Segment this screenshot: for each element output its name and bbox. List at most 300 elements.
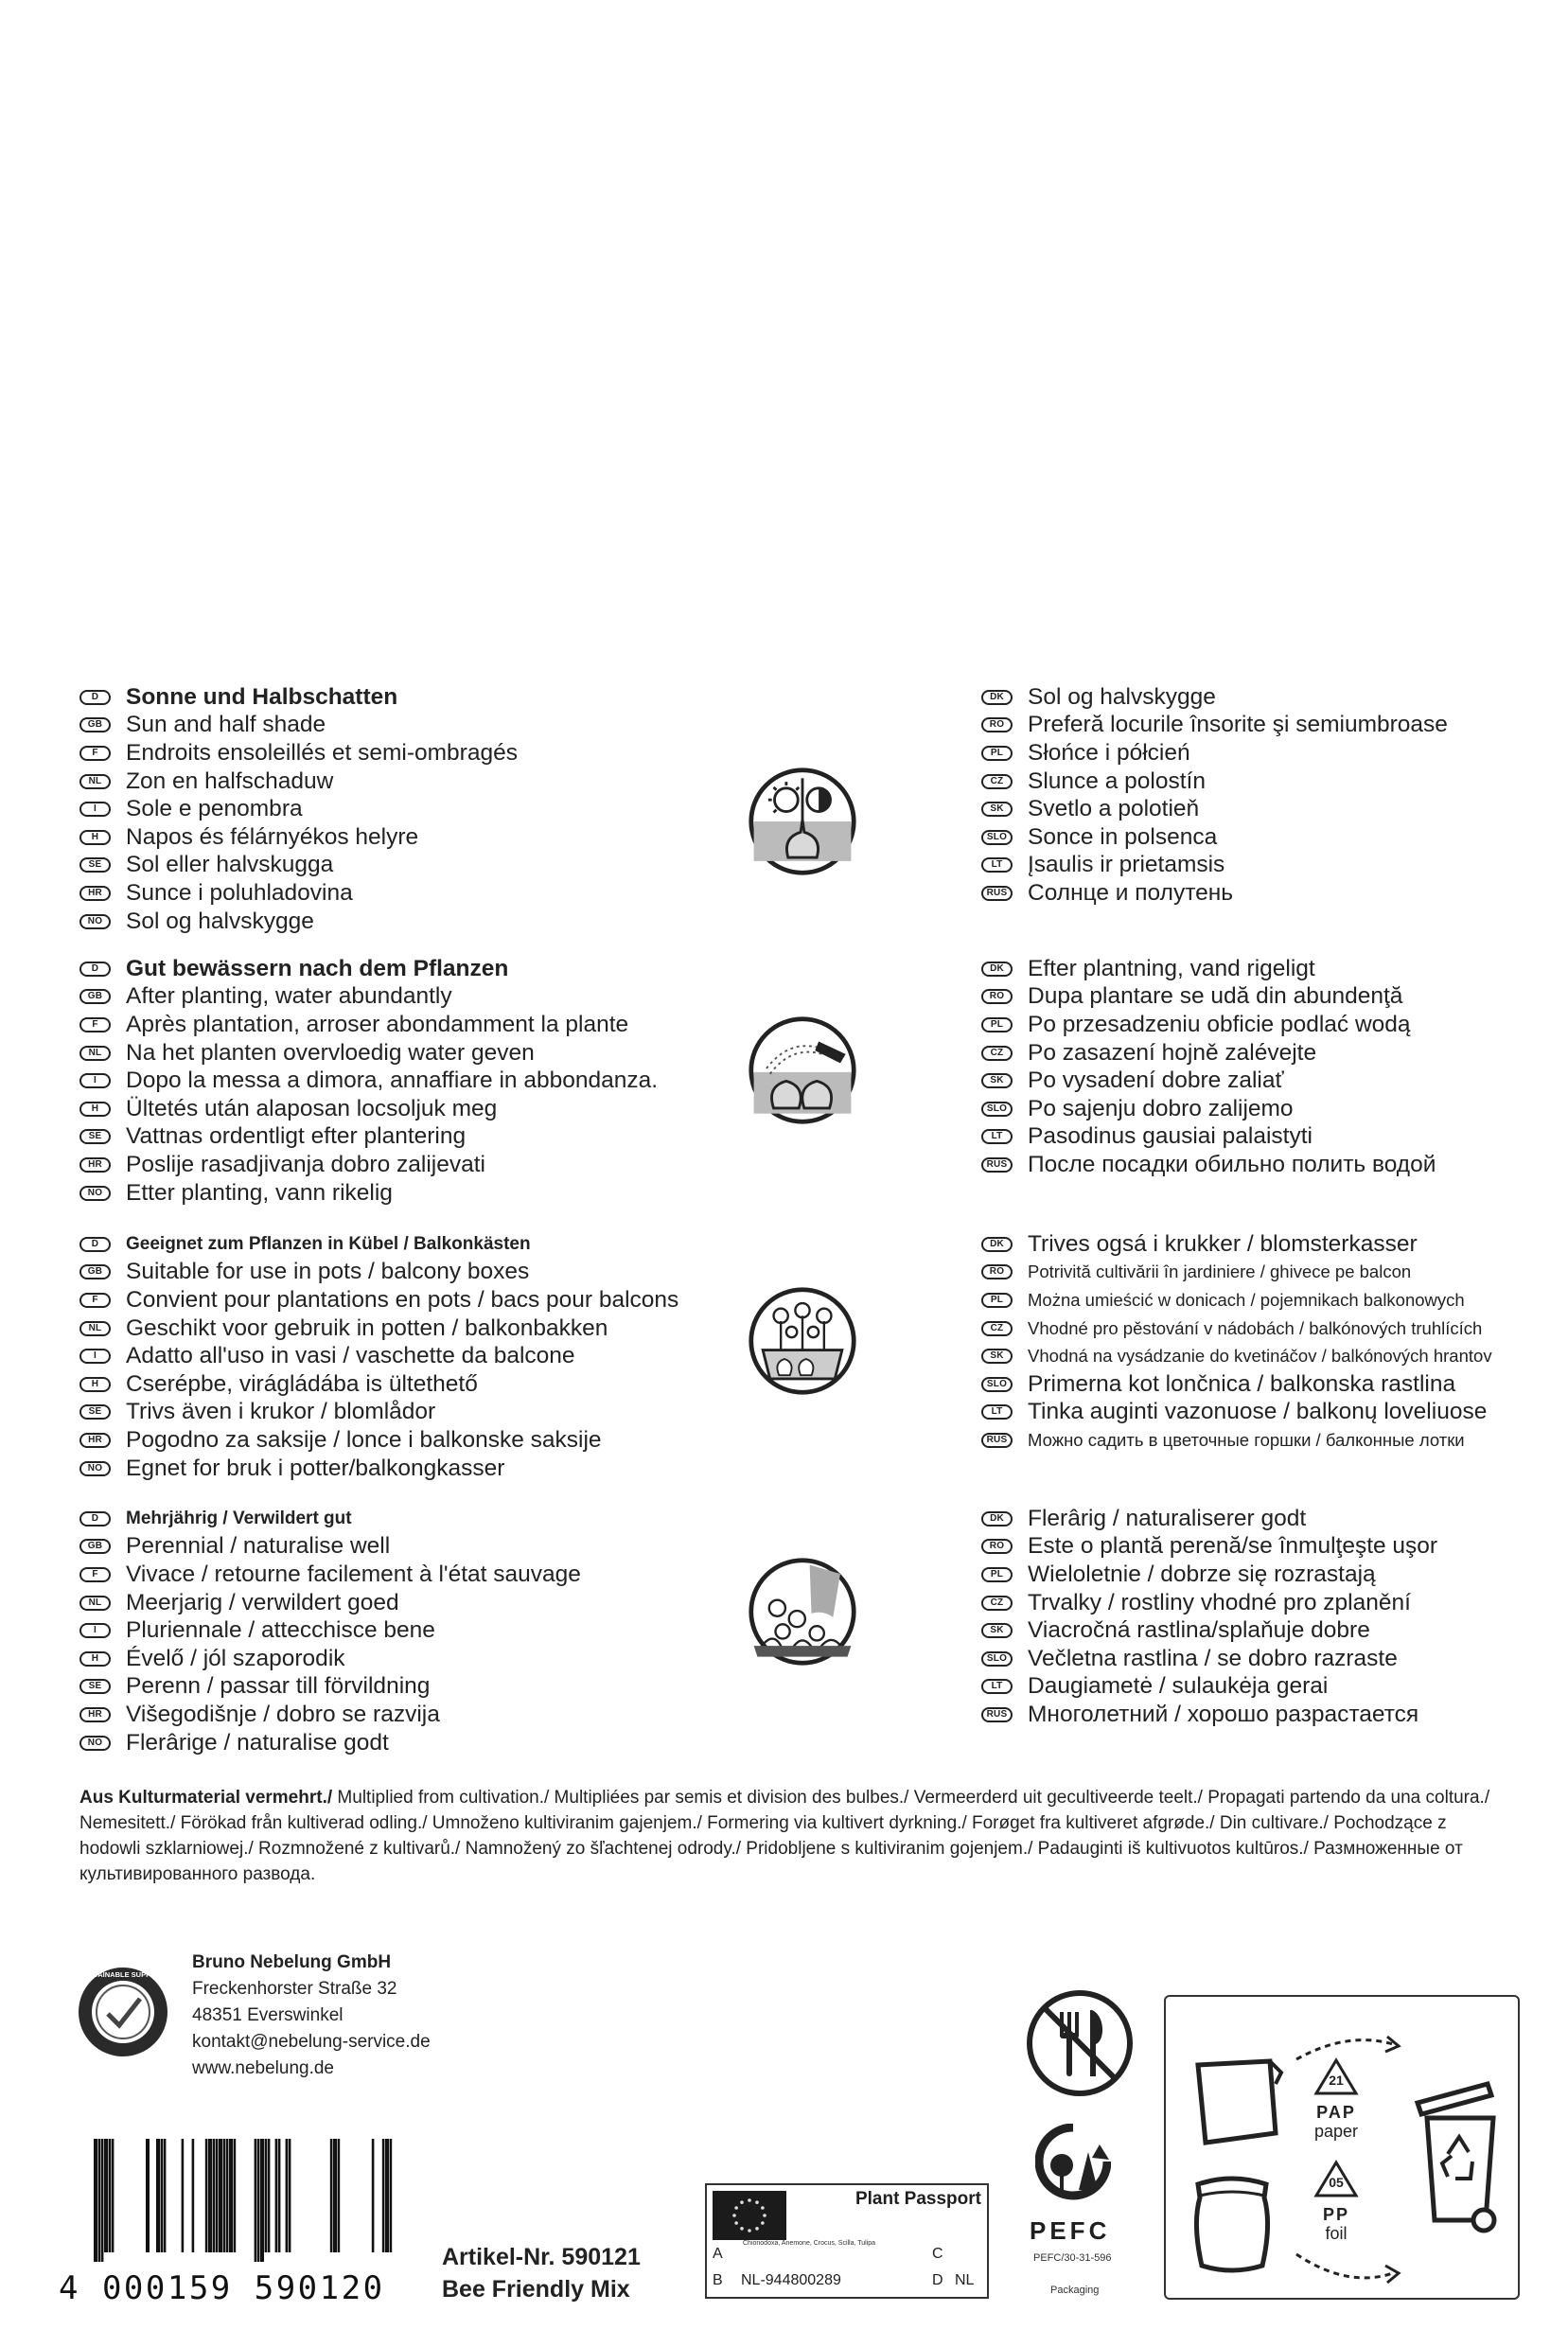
instruction-text: Este o plantă perenă/se înmulţeşte uşor [1028,1533,1438,1560]
barcode-bar [156,2139,160,2252]
country-code-badge: RO [981,717,1013,732]
country-code-badge: PL [981,1293,1013,1308]
instruction-text: Trvalky / rostliny vhodné pro zplanění [1028,1589,1411,1615]
barcode-bar [265,2139,268,2252]
barcode-bar [286,2139,289,2252]
company-name: Bruno Nebelung GmbH [192,1952,392,1972]
instruction-text: Perenn / passar till förvildning [126,1673,431,1700]
eu-star [755,2227,759,2231]
instruction-text: Sunce i poluhladovina [126,879,353,906]
country-code-badge: SK [981,802,1013,817]
instruction-line [79,879,518,908]
instruction-line [981,1701,1437,1729]
barcode-bar [229,2139,233,2252]
instruction-text: Večletna rastlina / se dobro razraste [1028,1645,1398,1671]
instruction-line [79,823,518,852]
country-code-badge: LT [981,1404,1013,1420]
barcode-bar [234,2139,237,2252]
instruction-line [981,983,1436,1012]
instruction-text: Pasodinus gausiai palaistyti [1028,1123,1313,1150]
instruction-text: Daugiametė / sulaukėja gerai [1028,1673,1329,1700]
balcony-box-icon [747,1285,858,1397]
barcode-bar [385,2139,389,2252]
instruction-line [981,1426,1492,1455]
country-code-badge: NO [79,1736,111,1751]
instruction-text: Sun and half shade [126,712,326,738]
barcode-bar [101,2139,104,2262]
instruction-text: Cserépbe, virágládába is ültethető [126,1370,478,1397]
not-for-consumption-icon [1024,1987,1136,2099]
country-code-badge: NO [79,1461,111,1476]
instruction-line [79,1123,658,1152]
perennial-icon [747,1556,858,1668]
country-code-badge: NO [79,914,111,929]
country-code-badge: SE [79,1404,111,1420]
eu-star [734,2221,738,2225]
product-name: Bee Friendly Mix [442,2276,630,2303]
country-code-badge: HR [79,1433,111,1448]
instruction-text: Dopo la messa a dimora, annaffiare in abbondanza. [126,1068,659,1094]
instruction-line [981,1673,1437,1702]
country-code-badge: DK [981,1237,1013,1252]
instruction-text: Trives ogsá i krukker / blomsterkasser [1028,1230,1418,1257]
country-code-badge: SK [981,1073,1013,1088]
instruction-text: Sol eller halvskugga [126,852,334,878]
country-code-badge: SLO [981,1377,1013,1392]
barcode-bar [182,2139,185,2252]
instruction-line [981,1645,1437,1673]
instruction-text: Primerna kot lončnica / balkonska rastlina [1028,1370,1456,1397]
country-code-badge: LT [981,1129,1013,1144]
barcode-bar [330,2139,333,2252]
country-code-badge: LT [981,1679,1013,1694]
country-code-badge: GB [79,717,111,732]
country-code-badge: H [79,1377,111,1392]
instruction-text: Po sajenju dobro zalijemo [1028,1095,1294,1121]
instruction-line [79,955,658,983]
instruction-text: Évelő / jól szaporodik [126,1645,345,1671]
instruction-line [981,823,1448,852]
sun-half-shade-icon [747,766,858,877]
country-code-badge: I [79,802,111,817]
eu-star [740,2227,744,2231]
country-code-badge: SK [981,1349,1013,1364]
instruction-line [981,1259,1492,1287]
seal-text: SUSTAINABLE SUPPLIER [79,1970,167,1979]
instruction-text: Slunce a polostín [1028,768,1206,794]
instruction-line [981,1561,1437,1589]
barcode-bar [255,2139,257,2262]
instruction-line [981,1370,1492,1399]
instruction-line [981,1315,1492,1343]
instruction-text: Sol og halvskygge [126,908,314,934]
instruction-line [981,1151,1436,1179]
propagation-note-lead: Aus Kulturmaterial vermehrt./ [79,1788,333,1808]
instruction-line [981,795,1448,823]
barcode-bar [338,2139,341,2252]
country-code-badge: H [79,1102,111,1117]
country-code-badge: CZ [981,774,1013,789]
barcode-bar [216,2139,219,2252]
instruction-text: Многолетний / хорошо разрастается [1028,1701,1419,1727]
country-code-badge: RUS [981,1707,1013,1722]
eu-star [740,2200,744,2204]
eu-star [761,2221,765,2225]
barcode-bar [275,2139,278,2252]
plant-passport-c: C [932,2246,943,2262]
instruction-text: Gut bewässern nach dem Pflanzen [126,955,509,981]
section-4-left-column [79,1505,581,1756]
plant-passport-species: Chionodoxa, Anemone, Crocus, Scilla, Tulipa [743,2240,876,2247]
instruction-line [981,1123,1436,1152]
barcode-bar [289,2139,291,2252]
instruction-line [79,983,658,1012]
instruction-line [79,1589,581,1617]
country-code-badge: H [79,1651,111,1667]
instruction-text: After planting, water abundantly [126,983,452,1010]
foil-word: foil [1325,2224,1348,2243]
barcode-digits: 4 000159 590120 [59,2269,385,2307]
instruction-text: Sol og halvskygge [1028,683,1216,710]
instruction-line [981,1505,1437,1533]
barcode-bar [208,2139,212,2252]
instruction-line [981,739,1448,768]
instruction-line [981,879,1448,908]
instruction-text: Vhodná na vysádzanie do kvetináčov / balkónových hrantov [1028,1346,1492,1367]
country-code-badge: NL [79,1321,111,1336]
instruction-line [79,1342,678,1370]
propagation-note-body: Multiplied from cultivation./ Multipliées par semis et division des bulbes./ Vermeerderd uit gecultiveerde teelt./ Propagati partendo da una coltura./ Nemesitett./ Förökad från kultiverad odling./ Umnoženo kultiviranim gajenjem./ Formering via kultivert dyrkning./ Forøget fra kultiveret afgrøde./ Din cultivare./ Pochodzące z hodowli szklarniowej./ Rozmnožené z kultivarů./ Namnožený zo šľachtenej odrody./ Pridobljene s kultiviranim gojenjem./ Padauginti iš kultivuotos kultūros./ Размноженные от культивированного развода. [79,1788,1490,1884]
instruction-text: Słońce i półcień [1028,739,1190,766]
country-code-badge: SE [79,857,111,873]
barcode-bar [390,2139,393,2252]
instruction-line [79,1259,678,1287]
country-code-badge: RO [981,989,1013,1004]
pefc-label: PEFC [1030,2216,1111,2245]
instruction-text: Pogodno za saksije / lonce i balkonske saksije [126,1426,602,1453]
instruction-text: Suitable for use in pots / balcony boxes [126,1259,530,1285]
country-code-badge: I [79,1073,111,1088]
plant-passport-b: B [713,2272,723,2288]
barcode-bar [223,2139,226,2252]
barcode-bar [382,2139,385,2252]
barcode-bar [94,2139,97,2262]
pefc-code: PEFC/30-31-596 [1033,2252,1112,2264]
instruction-line [981,768,1448,796]
instruction-text: Na het planten overvloedig water geven [126,1039,535,1066]
country-code-badge: D [79,690,111,705]
arrow-to-foil-icon [1293,2247,1404,2288]
article-number: Artikel-Nr. 590121 [442,2244,641,2270]
instruction-line [79,1455,678,1483]
instruction-text: Svetlo a polotieň [1028,796,1200,822]
instruction-text: Geschikt voor gebruik in potten / balkonbakken [126,1315,608,1341]
barcode-bar [192,2139,195,2252]
pefc-logo-icon [1035,2124,1111,2214]
instruction-text: Po zasazení hojně zalévejte [1028,1039,1317,1066]
recycling-info [1164,1995,1520,2300]
country-code-badge: DK [981,690,1013,705]
country-code-badge: GB [79,989,111,1004]
barcode-bar [112,2139,115,2252]
country-code-badge: HR [79,1707,111,1722]
barcode-bar [372,2139,375,2252]
barcode-bar [98,2139,101,2262]
article-info [442,2241,641,2305]
barcode-bar [213,2139,216,2252]
instruction-line [981,712,1448,740]
country-code-badge: NL [79,1046,111,1061]
foil-abbr: PP [1322,2205,1349,2224]
instruction-text: После посадки обильно полить водой [1028,1151,1436,1177]
instruction-text: Trivs även i krukor / blomlådor [126,1399,436,1425]
instruction-text: Višegodišnje / dobro se razvija [126,1701,440,1727]
plant-passport-d: D [932,2272,943,2288]
country-code-badge: SE [79,1679,111,1694]
instruction-line [79,852,518,880]
barcode [92,2139,395,2268]
section-2-right-column [981,955,1436,1179]
instruction-text: Endroits ensoleillés et semi-ombragés [126,739,518,766]
instruction-line [79,1286,678,1315]
barcode-bar [226,2139,229,2252]
instruction-text: Egnet for bruk i potter/balkongkasser [126,1455,505,1481]
instruction-line [981,1286,1492,1315]
instruction-text: Flerârige / naturalise godt [126,1729,389,1756]
country-code-badge: SE [79,1129,111,1144]
country-code-badge: F [79,1017,111,1032]
country-code-badge: NO [79,1186,111,1201]
instruction-line [79,1701,581,1729]
barcode-bar [260,2139,264,2262]
country-code-badge: PL [981,1567,1013,1582]
company-website: www.nebelung.de [192,2058,334,2078]
recycling-bin-icon [1414,2078,1508,2239]
instruction-line [79,683,518,712]
instruction-text: Wieloletnie / dobrze się rozrastają [1028,1561,1376,1587]
instruction-line [981,1342,1492,1370]
paper-word: paper [1313,2122,1359,2141]
instruction-text: Sole e penombra [126,796,303,822]
country-code-badge: PL [981,746,1013,761]
instruction-text: Efter plantning, vand rigeligt [1028,955,1315,981]
country-code-badge: CZ [981,1321,1013,1336]
instruction-text: Można umieścić w donicach / pojemnikach balkonowych [1028,1289,1465,1310]
instruction-text: Preferă locurile însorite şi semiumbroase [1028,712,1448,738]
country-code-badge: I [79,1349,111,1364]
instruction-line [981,1039,1436,1068]
instruction-text: Po przesadzeniu obficie podlać wodą [1028,1011,1411,1037]
paper-sheet-icon [1192,2056,1287,2150]
instruction-line [79,1039,658,1068]
section-1-left-column [79,683,518,935]
instruction-text: Vivace / retourne facilement à l'état sauvage [126,1561,581,1587]
instruction-line [79,1729,581,1757]
country-code-badge: DK [981,1511,1013,1526]
instruction-line [79,1067,658,1095]
barcode-bar [146,2139,150,2252]
section-4-right-column [981,1505,1437,1729]
instruction-line [981,1533,1437,1562]
eu-star [748,2198,751,2202]
country-code-badge: I [79,1623,111,1638]
instruction-line [79,768,518,796]
instruction-text: Après plantation, arroser abondamment la plante [126,1011,629,1037]
instruction-line [981,1095,1436,1123]
eu-star [763,2214,766,2217]
country-code-badge: SLO [981,1102,1013,1117]
foil-code: 05 [1329,2175,1344,2190]
instruction-line [981,1616,1437,1645]
country-code-badge: NL [79,774,111,789]
country-code-badge: SLO [981,830,1013,845]
section-3-right-column [981,1230,1492,1455]
instruction-text: Vhodné pro pěstování v nádobách / balkónových truhlících [1028,1317,1483,1338]
instruction-line [981,955,1436,983]
barcode-bar [219,2139,222,2252]
country-code-badge: PL [981,1017,1013,1032]
instruction-line [981,1067,1436,1095]
country-code-badge: HR [79,886,111,901]
country-code-badge: CZ [981,1596,1013,1611]
instruction-line [79,1095,658,1123]
barcode-bar [333,2139,337,2252]
instruction-text: Zon en halfschaduw [126,768,334,794]
barcode-bar [205,2139,208,2252]
eu-star [734,2206,738,2210]
eu-star [761,2206,765,2210]
instruction-line [981,1399,1492,1427]
paper-code: 21 [1329,2073,1344,2088]
watering-icon [747,1015,858,1126]
country-code-badge: SLO [981,1651,1013,1667]
company-address [192,1950,431,2082]
country-code-badge: RUS [981,886,1013,901]
eu-star [732,2214,736,2217]
instruction-line [981,1011,1436,1039]
country-code-badge: HR [79,1157,111,1173]
instruction-text: Dupa plantare se udă din abundenţă [1028,983,1403,1010]
country-code-badge: RO [981,1539,1013,1554]
country-code-badge: DK [981,962,1013,977]
instruction-text: Vattnas ordentligt efter plantering [126,1123,467,1150]
instruction-line [79,1505,581,1533]
instruction-text: Perennial / naturalise well [126,1533,391,1560]
country-code-badge: D [79,962,111,977]
section-1-right-column [981,683,1448,908]
instruction-text: Įsaulis ir prietamsis [1028,852,1225,878]
country-code-badge: F [79,1567,111,1582]
section-3-left-column [79,1230,678,1482]
country-code-badge: RUS [981,1433,1013,1448]
instruction-text: Po vysadení dobre zaliať [1028,1068,1284,1094]
country-code-badge: RUS [981,1157,1013,1173]
company-email: kontakt@nebelung-service.de [192,2032,431,2052]
section-2-left-column [79,955,658,1207]
country-code-badge: F [79,1293,111,1308]
country-code-badge: RO [981,1264,1013,1279]
eu-star [748,2229,751,2232]
instruction-line [79,1179,658,1208]
instruction-line [981,852,1448,880]
instruction-text: Ültetés után alaposan locsoljuk meg [126,1095,498,1121]
instruction-text: Meerjarig / verwildert goed [126,1589,399,1615]
instruction-line [79,1616,581,1645]
instruction-text: Potrivită cultivării în jardiniere / ghivece pe balcon [1028,1262,1412,1282]
plant-passport-title: Plant Passport [854,2189,981,2209]
country-code-badge: H [79,830,111,845]
country-code-badge: NL [79,1596,111,1611]
instruction-line [79,1673,581,1702]
barcode-bar [104,2139,108,2252]
pefc-packaging: Packaging [1050,2285,1100,2296]
instruction-text: Flerârig / naturaliserer godt [1028,1505,1307,1531]
sustainable-supplier-seal [76,1965,170,2059]
propagation-note [79,1785,1499,1887]
instruction-line [79,1399,678,1427]
instruction-line [79,1561,581,1589]
plant-passport [705,2183,989,2299]
instruction-line [79,1645,581,1673]
barcode-bar [164,2139,167,2252]
instruction-text: Adatto all'uso in vasi / vaschette da balcone [126,1343,575,1369]
instruction-text: Солнце и полутень [1028,879,1234,906]
instruction-text: Convient pour plantations en pots / bacs pour balcons [126,1286,679,1313]
barcode-bar [161,2139,164,2252]
instruction-text: Pluriennale / attecchisce bene [126,1617,435,1644]
instruction-text: Etter planting, vann rikelig [126,1179,393,1206]
instruction-line [79,795,518,823]
instruction-text: Poslije rasadjivanja dobro zalijevati [126,1151,485,1177]
instruction-line [79,1151,658,1179]
country-code-badge: D [79,1511,111,1526]
eu-star [755,2200,759,2204]
instruction-text: Sonce in polsenca [1028,823,1218,850]
instruction-line [981,1230,1492,1259]
foil-bag-icon [1185,2167,1279,2281]
instruction-line [79,712,518,740]
instruction-line [79,1533,581,1562]
plant-passport-a: A [713,2246,723,2262]
country-code-badge: D [79,1237,111,1252]
instruction-line [79,1426,678,1455]
instruction-text: Napos és félárnyékos helyre [126,823,419,850]
country-code-badge: SK [981,1623,1013,1638]
instruction-text: Geeignet zum Pflanzen in Kübel / Balkonkästen [126,1233,531,1254]
eu-flag-icon [713,2191,786,2240]
paper-abbr: PAP [1316,2103,1356,2122]
company-city: 48351 Everswinkel [192,2005,344,2025]
country-code-badge: GB [79,1539,111,1554]
instruction-line [79,908,518,936]
instruction-text: Sonne und Halbschatten [126,683,398,710]
instruction-line [981,1589,1437,1617]
instruction-line [981,683,1448,712]
instruction-text: Можно садить в цветочные горшки / балконные лотки [1028,1429,1465,1450]
instruction-line [79,739,518,768]
barcode-bar [278,2139,281,2252]
plant-passport-origin: NL [955,2272,975,2288]
instruction-text: Viacročná rastlina/splaňuje dobre [1028,1617,1370,1644]
country-code-badge: GB [79,1264,111,1279]
instruction-line [79,1011,658,1039]
barcode-bar [257,2139,260,2262]
country-code-badge: F [79,746,111,761]
instruction-text: Mehrjährig / Verwildert gut [126,1508,352,1528]
instruction-line [79,1370,678,1399]
company-street: Freckenhorster Straße 32 [192,1979,397,1999]
country-code-badge: CZ [981,1046,1013,1061]
